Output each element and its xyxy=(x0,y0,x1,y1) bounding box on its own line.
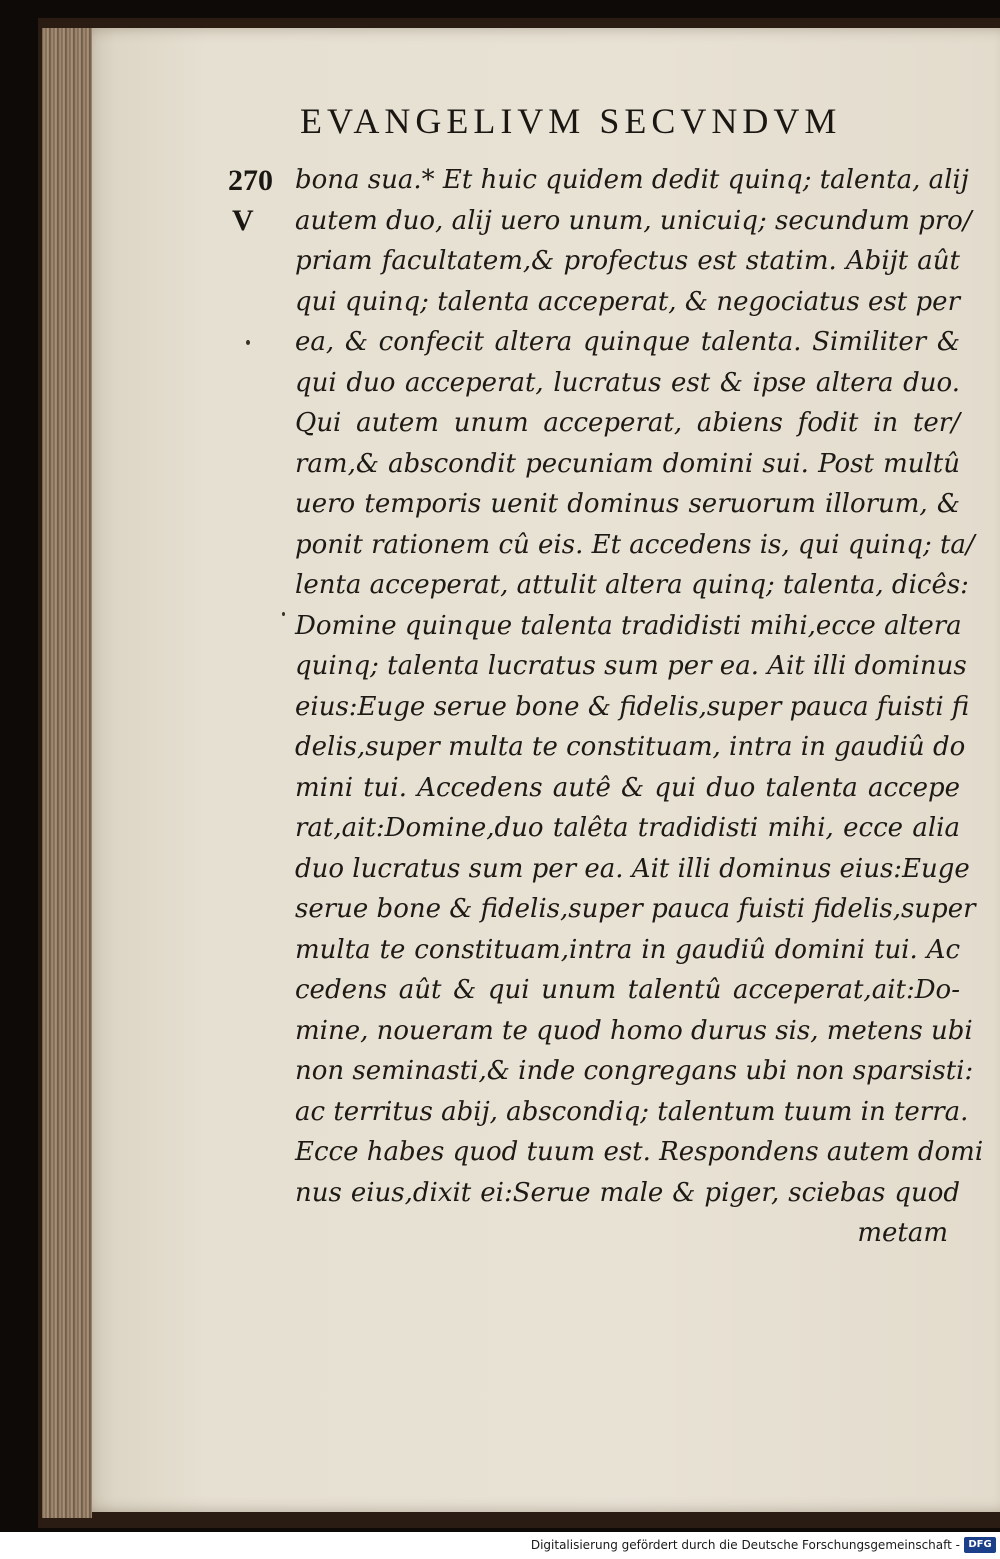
text-line: priam facultatem,& profectus est statim. Abijt aût xyxy=(295,246,960,276)
text-line: Domine quinque talenta tradidisti mihi,ecce altera xyxy=(295,610,962,641)
page-edges xyxy=(42,28,92,1518)
text-line: Ecce habes quod tuum est. Respondens autem domi xyxy=(295,1137,984,1167)
text-line: ponit rationem cû eis. Et accedens is, qui quinq; ta/ xyxy=(295,529,975,560)
text-line: Qui autem unum acceperat, abiens fodit in ter/ xyxy=(295,408,960,438)
dfg-logo-icon: DFG xyxy=(964,1537,996,1553)
text-line: serue bone & fidelis,super pauca fuisti fidelis,super xyxy=(295,894,976,924)
footer-bar xyxy=(0,1532,1000,1559)
text-line: ram,& abscondit pecuniam domini sui. Post multû xyxy=(295,448,960,479)
text-line: mini tui. Accedens autê & qui duo talenta accepe xyxy=(295,772,960,803)
margin-number: 270 xyxy=(228,164,273,197)
paper-speck xyxy=(282,612,285,616)
margin-letter: V xyxy=(232,204,254,237)
text-line: eius:Euge serue bone & fidelis,super pauca fuisti fi xyxy=(295,691,970,722)
text-line: ac territus abij, abscondiq; talentum tuum in terra. xyxy=(295,1096,969,1127)
text-line: non seminasti,& inde congregans ubi non sparsisti: xyxy=(295,1056,974,1086)
text-line: multa te constituam,intra in gaudiû domini tui. Ac xyxy=(295,934,960,965)
funding-notice: Digitalisierung gefördert durch die Deutsche Forschungsgemeinschaft - xyxy=(530,1538,960,1552)
text-line: duo lucratus sum per ea. Ait illi dominus eius:Euge xyxy=(295,853,970,884)
body-text xyxy=(295,160,984,1254)
text-line: bona sua.* Et huic quidem dedit quinq; talenta, alij xyxy=(295,165,969,195)
paper-speck xyxy=(246,340,250,345)
text-line: mine, noueram te quod homo durus sis, metens ubi xyxy=(295,1015,973,1046)
text-line: qui quinq; talenta acceperat, & negociatus est per xyxy=(295,286,960,317)
text-line: uero temporis uenit dominus seruorum illorum, & xyxy=(295,489,960,519)
text-line: ea, & confecit altera quinque talenta. Similiter & xyxy=(295,327,960,357)
catchword: metam xyxy=(857,1218,948,1248)
running-head: EVANGELIVM SECVNDVM xyxy=(300,101,842,141)
text-line: lenta acceperat, attulit altera quinq; talenta, dicês: xyxy=(295,570,969,600)
text-line: cedens aût & qui unum talentû acceperat,ait:Do- xyxy=(295,975,960,1005)
text-line: quinq; talenta lucratus sum per ea. Ait illi dominus xyxy=(295,651,967,681)
text-line: delis,super multa te constituam, intra in gaudiû do xyxy=(295,732,966,762)
text-line: qui duo acceperat, lucratus est & ipse altera duo. xyxy=(295,367,960,398)
text-line: autem duo, alij uero unum, unicuiq; secundum pro/ xyxy=(295,205,972,236)
text-line: rat,ait:Domine,duo talêta tradidisti mihi, ecce alia xyxy=(295,813,960,843)
text-line: nus eius,dixit ei:Serue male & piger, sciebas quod xyxy=(295,1177,960,1208)
